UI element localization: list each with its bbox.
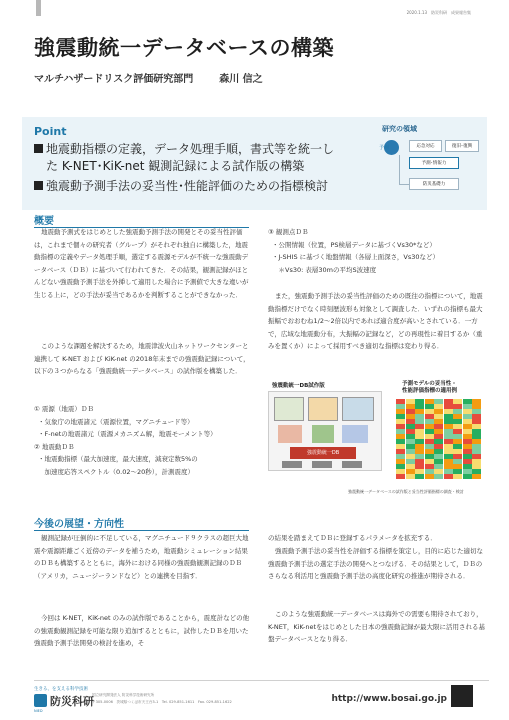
research-field-title: 研究の領域 [382,125,417,133]
future-right-paragraph-2: 強震動予測手法の妥当性を評価する指標を策定し，目的に応じた適切な強震動予測手法の選定手法の開発へとつなげる．その結果として，ＤＢのさらなる利活用と強震動予測手法の高度化研究の推進が期待される． [268,547,483,580]
heatmap-cell [425,399,434,404]
heatmap-cell [444,404,453,409]
heatmap-cell [396,449,405,454]
heatmap-cell [472,444,481,449]
heatmap-cell [415,449,424,454]
heatmap-cell [406,469,415,474]
heatmap-cell [425,474,434,479]
overview-heading: 概要 [34,216,54,227]
org-address: 〒305-0006 茨城県つくば市天王台3-1 Tel. 029-851-1611 Fax. 029-851-1622 [92,700,232,704]
heatmap-cell [463,434,472,439]
heatmap-cell [453,454,462,459]
heatmap-cell [406,444,415,449]
org-name: 防災科研 [50,695,94,708]
heatmap-cell [425,409,434,414]
heatmap-cell [444,464,453,469]
heatmap-cell [453,429,462,434]
heatmap-cell [472,449,481,454]
heatmap-cell [425,464,434,469]
heatmap-cell [415,464,424,469]
heatmap-cell [463,444,472,449]
division-name: マルチハザードリスク評価研究部門 [34,74,194,85]
db-list [34,403,256,478]
heatmap-cell [406,429,415,434]
field-connector [399,155,410,185]
heatmap-cell [472,419,481,424]
heatmap-cell [396,409,405,414]
site-db-item: ・公開情報（位置，PS検層データに基づくVs30*など） [272,240,436,249]
heatmap-cell [415,414,424,419]
heatmap-cell [396,444,405,449]
heatmap-cell [415,429,424,434]
heatmap-cell [406,419,415,424]
site-db-list [268,226,490,276]
page-title: 強震動統一データベースの構築 [34,36,334,60]
heatmap-cell [463,429,472,434]
heatmap-cell [453,469,462,474]
header-date: 2020.1.13 防災科研 成果報告集 [406,10,471,15]
heatmap-cell [434,474,443,479]
map-thumbnail [274,397,304,421]
heatmap-cell [463,424,472,429]
heatmap-cell [444,439,453,444]
footer-tagline: 生きる、を支える科学技術 [34,687,88,692]
heatmap-cell [463,454,472,459]
heatmap-cell [415,474,424,479]
heatmap-cell [406,414,415,419]
heatmap-cell [434,414,443,419]
heatmap-cell [453,474,462,479]
heatmap-cell [472,439,481,444]
heatmap-cell [453,424,462,429]
heatmap-cell [396,404,405,409]
heatmap-cell [425,419,434,424]
footer-rule [34,680,489,681]
heatmap-cell [406,404,415,409]
heatmap-cell [434,454,443,459]
site-db-item: ・J-SHIS に基づく地盤情報（各層上面深さ，Vs30など） [272,253,439,261]
heatmap-cell [415,434,424,439]
heatmap-cell [396,439,405,444]
db-list-item: 加速度応答スペクトル（0.02〜20秒），計測震度） [38,467,194,476]
heatmap-cell [396,434,405,439]
db-cylinder-icon [342,461,362,468]
heatmap-cell [425,439,434,444]
heatmap-cell [472,459,481,464]
heatmap-cell [444,409,453,414]
heatmap-cell [406,434,415,439]
site-db-item: ③ 観測点ＤＢ [268,228,309,236]
heatmap-cell [396,454,405,459]
field-response-box: 応急対応 [409,140,442,152]
header-tab-marker [36,0,41,16]
heatmap-cell [396,399,405,404]
heatmap-cell [444,454,453,459]
field-predict-label: 予測 [379,145,390,151]
heatmap-cell [444,474,453,479]
heatmap-cell [472,414,481,419]
heatmap-cell [463,409,472,414]
heatmap-cell [434,444,443,449]
heatmap-cell [463,459,472,464]
heatmap-cell [425,429,434,434]
map-thumbnail [342,397,374,421]
site-db-item: ＊Vs30: 表層30mの平均S波速度 [272,265,377,274]
heatmap-cell [453,399,462,404]
heatmap-cell [472,424,481,429]
heatmap-cell [453,409,462,414]
heatmap-cell [406,399,415,404]
heatmap-cell [434,464,443,469]
heatmap-cell [415,409,424,414]
org-abbr: NIED [34,709,43,713]
org-full-name: 国立研究開発法人 防災科学技術研究所 [92,693,155,697]
heatmap-cell [472,469,481,474]
heatmap-cell [396,414,405,419]
future-rule [34,530,249,531]
heatmap-cell [425,444,434,449]
heatmap-cell [472,434,481,439]
db-list-item: ・気象庁の地震諸元（震源位置，マグニチュード等） [38,417,194,426]
unified-db-box: 強震動統一DB [290,447,356,459]
heatmap-cell [396,469,405,474]
website-url[interactable]: http://www.bosai.go.jp [331,694,447,704]
heatmap-cell [472,454,481,459]
heatmap-cell [444,449,453,454]
db-list-item: ② 地震動ＤＢ [34,442,75,451]
heatmap-cell [396,474,405,479]
point-heading: Point [34,125,67,138]
heatmap-cell [396,419,405,424]
heatmap-cell [434,404,443,409]
heatmap-cell [444,444,453,449]
heatmap-cell [444,429,453,434]
heatmap-cell [415,404,424,409]
field-foundation-box: 防災基礎力 [409,178,459,190]
heatmap-cell [425,404,434,409]
heatmap-cell [434,424,443,429]
heatmap-cell [415,459,424,464]
future-right-paragraph-3: このような強震動統一データベースは海外での需要も期待されており，K-NET，KiK-netをはじめとした日本の強震動記録が最大限に活用される基盤データベースとなり得る． [268,610,486,643]
map-thumbnail [308,397,338,421]
figure [268,381,486,499]
heatmap-cell [444,399,453,404]
heatmap-cell [463,439,472,444]
heatmap-cell [396,459,405,464]
future-paragraph-1: 観測記録が圧倒的に不足している，マグニチュード９クラスの超巨大地震や震源距離ごく近傍のデータを補うため，地震動シミュレーション結果のＤＢも構築するとともに，海外における同様の強震動観測記録のＤＢ（アメリカ，ニュージーランドなど）との連携を目指す． [34,534,249,580]
heatmap-cell [453,459,462,464]
heatmap-cell [463,419,472,424]
heatmap-cell [425,449,434,454]
heatmap-cell [444,469,453,474]
heatmap-cell [463,464,472,469]
heatmap-cell [415,469,424,474]
heatmap-cell [425,459,434,464]
heatmap-cell [453,449,462,454]
heatmap-cell [434,459,443,464]
heatmap-cell [425,469,434,474]
heatmap-cell [406,439,415,444]
heatmap-cell [406,459,415,464]
heatmap-cell [444,459,453,464]
db-cylinder-icon [282,461,302,468]
heatmap-cell [472,464,481,469]
heatmap-cell [472,409,481,414]
db-list-item: ・F-netの地震諸元（震源メカニズム解，地震モーメント等） [38,430,217,438]
future-heading: 今後の展望・方向性 [34,519,124,530]
heatmap-cell [406,464,415,469]
future-paragraph-2: 今回は K-NET，KiK-net のみの試作版であることから，震度計などの他の強震動観測記録を可能な限り追加するとともに，試作したＤＢを用いた強震動予測手法開発の検討を進め，そ [34,614,250,647]
heatmap-cell [434,434,443,439]
heatmap-cell [434,469,443,474]
overview-right-paragraph: また，強震動予測手法の妥当性評価のための既往の指標について，地震動指標だけでなく時刻歴波形も対象として調査した．いずれの指標も最大振幅でおおむね1/2〜2倍以内であれば適合度が高いとされている．一方で，広域な地震動分布，大振幅の記録など，どの再現性に着目するか（重みを置くか）によって採用すべき適切な指標は変わり得る． [268,292,483,350]
overview-paragraph-2: このような課題を解決するため，地震津波火山ネットワークセンターと連携して K-NET および KiK-net の2018年末までの強震動記録について，以下の３つからなる「強震動統一データベース」の試作版を構築した． [34,342,250,375]
figure-caption: 強震動統一データベースの試作版と妥当性評価指標の調査・検討 [348,489,464,494]
heatmap-cell [415,399,424,404]
author-name: 森川 信之 [219,74,263,85]
heatmap-cell [434,399,443,404]
db-cylinder-icon [312,461,332,468]
heatmap-cell [463,399,472,404]
heatmap-cell [453,464,462,469]
evaluation-heatmap [396,399,482,479]
heatmap-cell [406,409,415,414]
heatmap-cell [453,434,462,439]
heatmap-cell [425,454,434,459]
heatmap-cell [415,424,424,429]
qr-code-icon[interactable] [451,685,473,707]
heatmap-cell [396,429,405,434]
heatmap-cell [453,404,462,409]
heatmap-cell [472,399,481,404]
field-info-box: 予測･情報力 [409,157,459,169]
heatmap-cell [444,414,453,419]
heatmap-cell [472,404,481,409]
heatmap-cell [463,449,472,454]
nied-logo-icon [34,694,47,707]
heatmap-cell [425,414,434,419]
figure-left-title: 強震動統一DB試作版 [272,383,325,389]
overview-paragraph-1: 地震動予測式をはじめとした強震動予測手法の開発とその妥当性評価は，これまで個々の研究者（グループ）がそれぞれ独自に構築した，地震動指標の定義やデータ処理手順，選定する震源モデルが不統一な強震動データベース（ＤＢ）に基づいて行われてきた．その結果，観測記録がほとんどない強震動予測手法を外挿して適用した場合に予測値で大きな違いが生じる上に，どの手法が妥当であるかを判断することができなかった． [34,228,249,299]
heatmap-cell [425,434,434,439]
map-thumbnail [342,425,368,443]
heatmap-cell [453,419,462,424]
map-thumbnail [278,425,302,443]
figure-right-title: 予測モデルの妥当性・ 性能評価指標の適用例 [402,381,458,394]
heatmap-cell [415,444,424,449]
heatmap-cell [463,404,472,409]
heatmap-cell [434,449,443,454]
heatmap-cell [434,429,443,434]
heatmap-cell [396,424,405,429]
heatmap-cell [453,439,462,444]
heatmap-cell [396,464,405,469]
heatmap-cell [415,454,424,459]
heatmap-cell [453,414,462,419]
heatmap-cell [434,439,443,444]
heatmap-cell [434,419,443,424]
heatmap-cell [444,424,453,429]
heatmap-cell [444,434,453,439]
point-item-1-cont: た K-NET･KiK-net 観測記録による試作版の構築 [46,159,305,173]
heatmap-cell [415,419,424,424]
point-item-1: 地震動指標の定義，データ処理手順，書式等を統一し [34,141,334,158]
heatmap-cell [472,429,481,434]
heatmap-cell [472,474,481,479]
heatmap-cell [406,474,415,479]
heatmap-cell [406,454,415,459]
heatmap-cell [434,409,443,414]
point-item-2: 強震動予測手法の妥当性･性能評価のための指標検討 [34,178,328,195]
heatmap-cell [425,424,434,429]
heatmap-cell [406,449,415,454]
heatmap-cell [463,414,472,419]
heatmap-cell [463,474,472,479]
square-bullet-icon [34,144,43,153]
field-recovery-box: 復旧･復興 [445,140,479,152]
square-bullet-icon [34,181,43,190]
subtitle [34,70,263,85]
db-list-item: ① 震源（地震）ＤＢ [34,405,94,413]
map-thumbnail [312,425,334,443]
db-list-item: ・地震動指標（最大加速度，最大速度，減衰定数5%の [38,455,198,463]
heatmap-cell [406,424,415,429]
heatmap-cell [444,419,453,424]
heatmap-cell [453,444,462,449]
heatmap-cell [415,439,424,444]
heatmap-cell [463,469,472,474]
future-right-paragraph-1: の結果を踏まえてＤＢに登録するパラメータを拡充する． [268,534,437,542]
